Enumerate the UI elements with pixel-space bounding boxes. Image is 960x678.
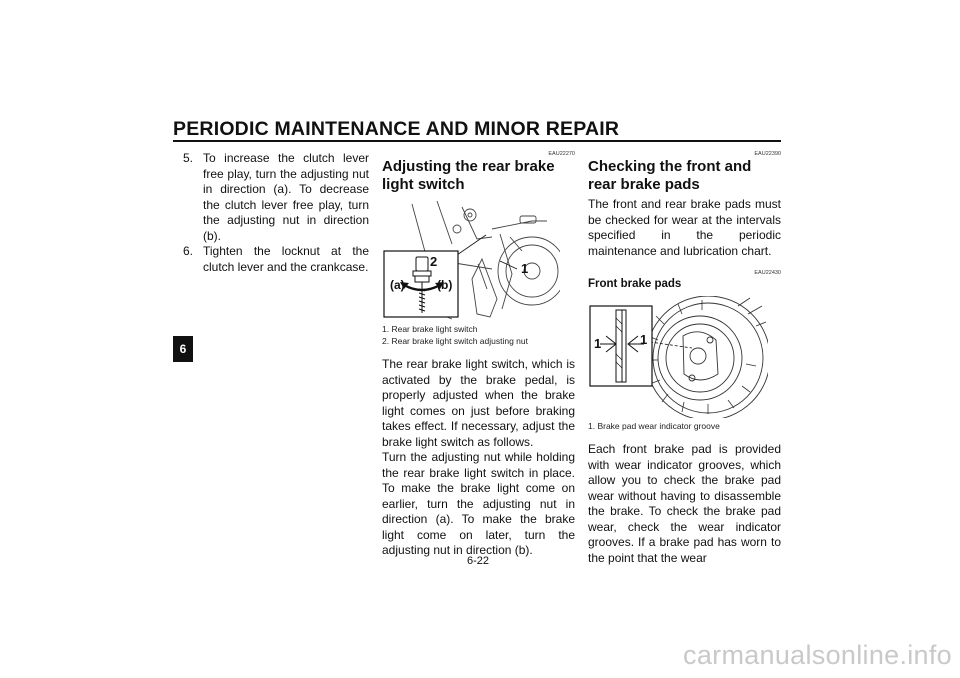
rear-brake-switch-figure — [382, 199, 560, 321]
section-code: EAU22390 — [754, 151, 781, 157]
page-number: 6-22 — [467, 555, 490, 567]
direction-b-label: (b) — [437, 278, 453, 292]
callout-1-left: 1 — [594, 336, 602, 351]
callout-2: 2 — [430, 254, 438, 269]
callout-1-right: 1 — [640, 332, 648, 347]
header-divider — [173, 140, 781, 142]
figure-caption: 1. Rear brake light switch — [382, 324, 478, 334]
section-heading: Checking the front and rear brake pads — [588, 158, 752, 193]
step-number: 6. — [183, 244, 194, 258]
left-column — [181, 151, 369, 275]
body-paragraph: The front and rear brake pads must be checked for wear at the intervals specified in the periodic maintenance and lubrication chart. — [588, 197, 781, 258]
step-text: To increase the clutch lever free play, turn the adjusting nut in direction (a). To decrease the clutch lever free play, turn the adjusting nut in direction (b). — [203, 151, 369, 243]
front-brake-pad-figure — [588, 296, 768, 418]
front-brake-pad-illustration — [588, 296, 768, 418]
body-paragraph: The rear brake light switch, which is activated by the brake pedal, is properly adjusted when the brake light comes on just before braking takes effect. If necessary, adjust the brake light switch as follows. — [382, 357, 575, 449]
subsection-code: EAU22430 — [754, 270, 781, 276]
right-column — [588, 150, 781, 566]
step-text: Tighten the locknut at the clutch lever and the crankcase. — [203, 244, 369, 274]
watermark: carmanualsonline.info — [683, 640, 952, 670]
step-5 — [181, 151, 369, 244]
figure-caption: 1. Brake pad wear indicator groove — [588, 421, 720, 431]
page-title: PERIODIC MAINTENANCE AND MINOR REPAIR — [173, 118, 620, 140]
middle-column — [382, 150, 575, 559]
direction-a-label: (a) — [390, 278, 405, 292]
chapter-tab[interactable]: 6 — [173, 336, 193, 362]
figure-caption: 2. Rear brake light switch adjusting nut — [382, 336, 528, 346]
rear-brake-switch-illustration — [382, 199, 560, 321]
step-6 — [181, 244, 369, 275]
callout-1: 1 — [521, 261, 529, 276]
subsection-heading: Front brake pads — [588, 278, 682, 290]
step-number: 5. — [183, 151, 194, 165]
body-paragraph: Each front brake pad is provided with wear indicator grooves, which allow you to check the brake pad wear without having to disassemble the brake. To check the brake pad wear, check the wear indicator grooves. If a brake pad has worn to the point that the wear — [588, 442, 781, 565]
section-code: EAU22270 — [548, 151, 575, 157]
section-heading: Adjusting the rear brake light switch — [382, 158, 555, 193]
body-paragraph: Turn the adjusting nut while holding the rear brake light switch in place. To make the brake light come on earlier, turn the adjusting nut in direction (a). To make the brake light come on later, turn the adjusting nut in direction (b). — [382, 450, 575, 557]
